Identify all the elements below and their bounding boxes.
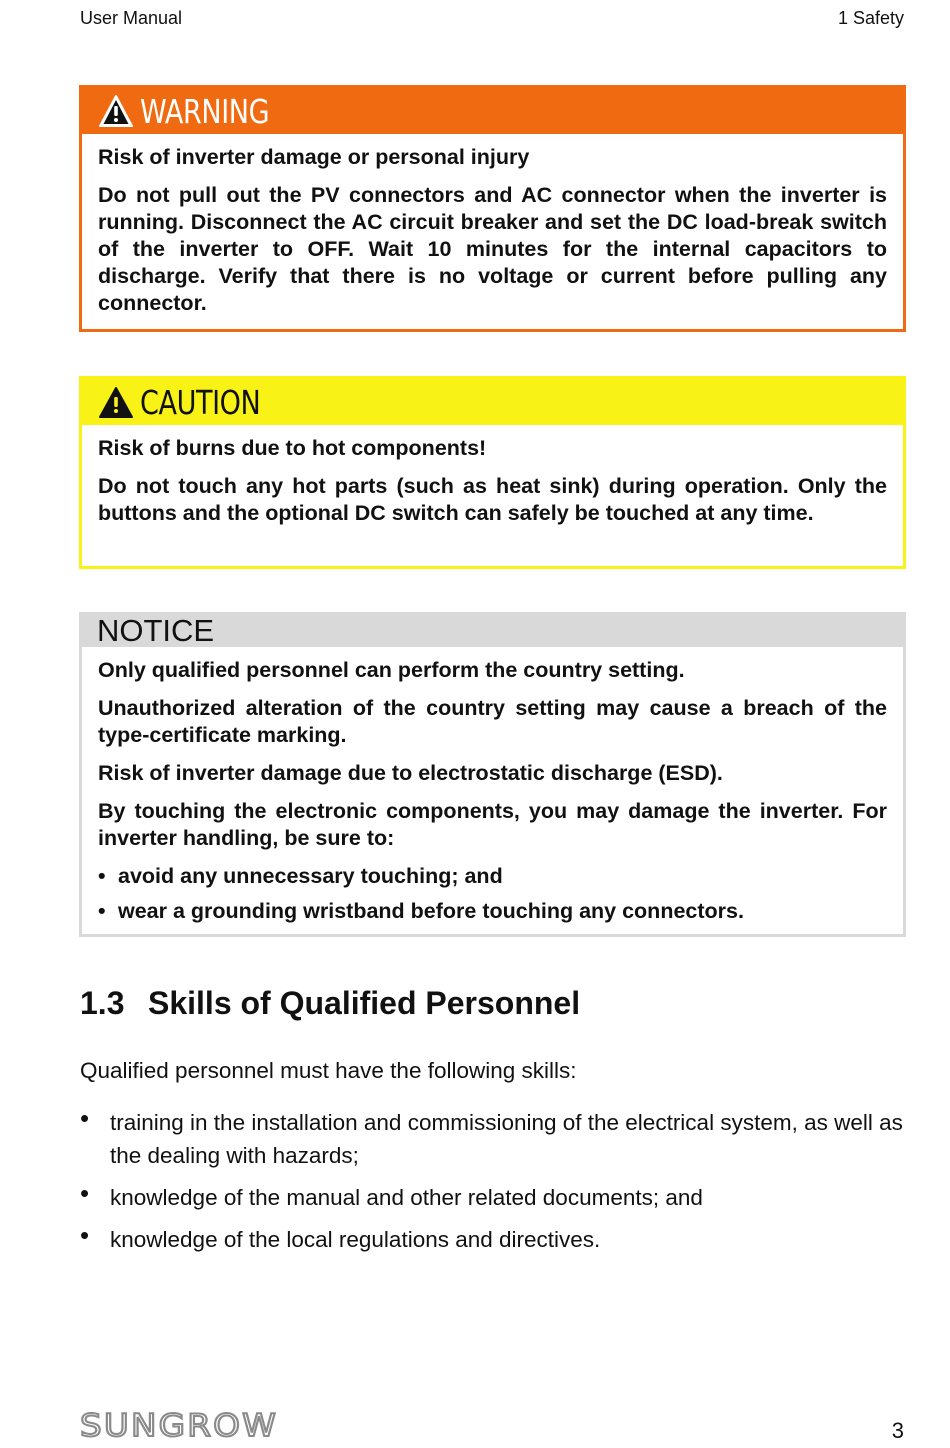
caution-title: Risk of burns due to hot components! <box>98 436 487 460</box>
notice-bullet: • avoid any unnecessary touching; and <box>98 863 887 890</box>
warning-title: Risk of inverter damage or personal injury <box>98 145 530 169</box>
page-number: 3 <box>891 1418 904 1443</box>
notice-bullet: • wear a grounding wristband before touching any connectors. <box>98 898 887 925</box>
notice-line-4: By touching the electronic components, you may damage the inverter. For inverter handling, be sure to: <box>98 799 887 850</box>
skills-list <box>80 1106 910 1265</box>
notice-line-3: Risk of inverter damage due to electrostatic discharge (ESD). <box>98 761 723 785</box>
notice-bullet-list <box>98 863 887 925</box>
logo-text: SUNGROW <box>80 1408 278 1442</box>
sungrow-logo <box>80 1408 280 1447</box>
skills-list-item: • knowledge of the manual and other related documents; and <box>80 1181 910 1214</box>
running-header-left: User Manual <box>80 8 183 28</box>
section-intro: Qualified personnel must have the following skills: <box>80 1058 577 1083</box>
warning-text: Do not pull out the PV connectors and AC connector when the inverter is running. Disconnect the AC circuit breaker and set the DC load-break switch of the inverter to OFF. Wait 10 minutes for the internal capacitors to discharge. Verify that there is no voltage or current before pulling any connector. <box>98 183 887 315</box>
notice-label: NOTICE <box>97 613 215 648</box>
section-title: Skills of Qualified Personnel <box>148 985 581 1021</box>
section-number: 1.3 <box>80 985 125 1021</box>
notice-box <box>79 612 906 937</box>
notice-header <box>82 615 903 647</box>
notice-line-2: Unauthorized alteration of the country setting may cause a breach of the type-certificate marking. <box>98 696 887 747</box>
caution-triangle-icon <box>98 385 134 419</box>
warning-triangle-icon <box>98 94 134 128</box>
warning-label: WARNING <box>140 91 270 131</box>
caution-box <box>79 376 906 569</box>
section-heading <box>80 985 580 1022</box>
skills-list-item: • training in the installation and commissioning of the electrical system, as well as the dealing with hazards; <box>80 1106 910 1172</box>
running-header-right: 1 Safety <box>837 8 904 28</box>
caution-header <box>82 379 903 425</box>
caution-label: CAUTION <box>140 382 261 422</box>
warning-header <box>82 88 903 134</box>
warning-box <box>79 85 906 332</box>
notice-line-1: Only qualified personnel can perform the country setting. <box>98 658 685 682</box>
caution-text: Do not touch any hot parts (such as heat sink) during operation. Only the buttons and the optional DC switch can safely be touched at any time. <box>98 474 887 525</box>
skills-list-item: • knowledge of the local regulations and directives. <box>80 1223 910 1256</box>
